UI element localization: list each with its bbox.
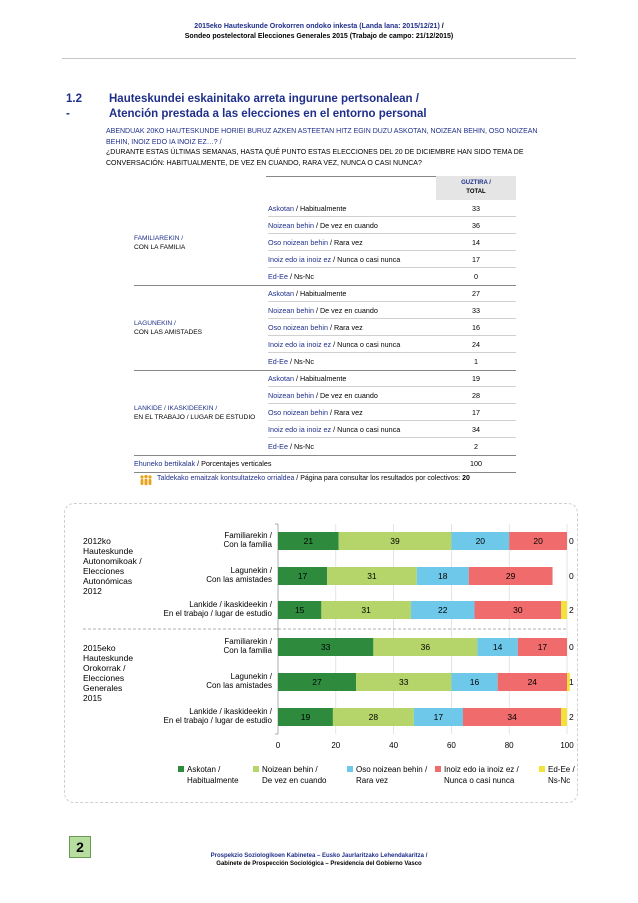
x-tick-label: 40 [389, 741, 399, 750]
data-label: 30 [513, 605, 523, 615]
row-label [268, 370, 346, 387]
data-label: 14 [492, 642, 503, 652]
row-value: 28 [472, 391, 480, 400]
row-label-eu: Askotan [268, 374, 294, 383]
row-label-es: / Habitualmente [293, 289, 347, 298]
category-label: Lankide / ikaskideekin / [189, 707, 272, 716]
table-row [268, 285, 516, 302]
row-label [268, 200, 346, 217]
data-label: 28 [368, 712, 379, 722]
data-label: 17 [537, 642, 548, 652]
data-label: 20 [533, 536, 543, 546]
row-label-es: / Nunca o casi nunca [331, 425, 401, 434]
row-label [268, 353, 314, 370]
row-label-eu: Inoiz edo ia inoiz ez [268, 255, 332, 264]
row-label-eu: Oso noizean behin [268, 238, 328, 247]
legend-swatch [347, 766, 353, 772]
category-label: Con las amistades [206, 575, 272, 584]
row-label-eu: Askotan [268, 204, 294, 213]
people-icon [139, 474, 153, 486]
section-number: 1.2 - [66, 93, 82, 120]
category-label: Con la familia [223, 646, 272, 655]
collective-link-eu[interactable]: Taldekako emaitzak kontsultatzeko orrialdea [157, 475, 295, 482]
row-value: 19 [472, 374, 480, 383]
row-label-es: / Ns-Nc [287, 357, 314, 366]
data-label: 15 [294, 605, 305, 615]
data-label: 2 [569, 712, 574, 722]
data-label: 1 [569, 677, 574, 687]
row-label [268, 302, 378, 319]
header-divider [62, 58, 576, 59]
group-label-es: EN EL TRABAJO / LUGAR DE ESTUDIO [134, 414, 256, 421]
table-row [268, 404, 516, 421]
category-label: Familiarekin / [224, 531, 272, 540]
row-label-eu: Oso noizean behin [268, 323, 328, 332]
table-row [268, 217, 516, 234]
election-label: 2015 [83, 693, 102, 703]
data-label: 29 [505, 571, 516, 581]
row-value: 2 [474, 442, 478, 451]
data-label: 24 [527, 677, 538, 687]
header-slash: / [441, 23, 444, 30]
election-label: Generales [83, 683, 123, 693]
category-label: Lagunekin / [230, 566, 272, 575]
data-label: 31 [361, 605, 371, 615]
group-label [134, 234, 262, 253]
page-number: 2 [69, 836, 91, 858]
category-label: Familiarekin / [224, 637, 272, 646]
header-title-es: Sondeo postelectoral Elecciones Generales 2015 (Trabajo de campo: 21/12/2015) [184, 33, 454, 40]
legend-label: Ns-Nc [548, 776, 571, 785]
total-label-es: / Porcentajes verticales [195, 459, 272, 468]
table-row [268, 319, 516, 336]
legend-label: Habitualmente [187, 776, 239, 785]
bar-segment [561, 601, 567, 619]
legend-swatch [178, 766, 184, 772]
footer-line-es: Gabinete de Prospección Sociológica – Presidencia del Gobierno Vasco [216, 861, 422, 867]
row-label-es: / Rara vez [327, 323, 363, 332]
total-header-eu: GUZTIRA / [461, 180, 491, 186]
row-label [268, 319, 363, 336]
row-value: 17 [472, 408, 480, 417]
group-label-eu: LAGUNEKIN / [134, 319, 176, 327]
data-label: 33 [398, 677, 409, 687]
data-label: 16 [469, 677, 480, 687]
table-row [268, 234, 516, 251]
row-value: 36 [472, 221, 480, 230]
row-label-es: / De vez en cuando [313, 391, 378, 400]
x-tick-label: 100 [560, 741, 574, 750]
row-label [268, 251, 400, 268]
table-row [268, 421, 516, 438]
collective-link-es: / Página para consultar los resultados por colectivos: [294, 475, 463, 482]
x-tick-label: 80 [504, 741, 514, 750]
question-eu: ABENDUAK 20KO HAUTESKUNDE HORIEI BURUZ AZKEN ASTEETAN HITZ EGIN DUZU ASKOTAN, NOIZEAN BEHIN, OSO NOIZEAN BEHIN, INOIZ EDO IA INOIZ EZ…? / [106, 128, 538, 146]
row-label-es: / Ns-Nc [287, 272, 314, 281]
total-value: 100 [470, 459, 482, 468]
section-title-es: Atención prestada a las elecciones en el entorno personal [109, 108, 427, 120]
election-label: 2015eko [83, 643, 116, 653]
row-label [268, 336, 400, 353]
legend-label: Oso noizean behin / [356, 765, 428, 774]
group-label [134, 404, 262, 423]
row-label [268, 404, 363, 421]
row-label [268, 421, 400, 438]
data-label: 0 [569, 536, 574, 546]
election-label: Orokorrak / [83, 663, 126, 673]
row-label [268, 387, 378, 404]
legend-swatch [539, 766, 545, 772]
election-label: Autonomikoak / [83, 556, 142, 566]
x-tick-label: 0 [275, 741, 281, 750]
row-label-eu: Noizean behin [268, 391, 314, 400]
row-label-eu: Noizean behin [268, 221, 314, 230]
category-label: En el trabajo / lugar de estudio [163, 609, 272, 618]
data-label: 18 [437, 571, 448, 581]
row-label-eu: Oso noizean behin [268, 408, 328, 417]
row-value: 1 [474, 357, 478, 366]
data-label: 34 [507, 712, 517, 722]
row-label [268, 234, 363, 251]
row-value: 33 [472, 204, 480, 213]
total-row [134, 455, 516, 473]
data-label: 0 [569, 642, 574, 652]
group-label [134, 319, 262, 338]
table-row [268, 353, 516, 370]
legend-label: Askotan / [187, 765, 221, 774]
bar-segment [561, 708, 567, 726]
row-label-es: / De vez en cuando [313, 306, 378, 315]
total-column-header [436, 176, 516, 200]
row-value: 0 [474, 272, 478, 281]
row-label-es: / Rara vez [327, 408, 363, 417]
group-label-eu: LANKIDE / IKASKIDEEKIN / [134, 404, 218, 412]
row-label [268, 217, 378, 234]
election-label: Elecciones [83, 566, 125, 576]
row-label-eu: Noizean behin [268, 306, 314, 315]
x-tick-label: 60 [446, 741, 456, 750]
table-row [268, 370, 516, 387]
table-row [268, 387, 516, 404]
row-label-es: / Habitualmente [293, 374, 347, 383]
row-label-es: / Nunca o casi nunca [331, 340, 401, 349]
collective-link-page[interactable]: 20 [462, 475, 470, 482]
footer-line-eu: Prospekzio Soziologikoen Kabinetea – Eusko Jaurlaritzako Lehendakaritza / [210, 853, 428, 859]
table-row [268, 302, 516, 319]
stacked-bar-chart [65, 504, 577, 802]
row-label-eu: Inoiz edo ia inoiz ez [268, 340, 332, 349]
election-label: Elecciones [83, 673, 125, 683]
data-label: 19 [300, 712, 311, 722]
collective-results-link[interactable] [157, 474, 470, 484]
data-label: 22 [437, 605, 448, 615]
row-label-eu: Inoiz edo ia inoiz ez [268, 425, 332, 434]
row-value: 33 [472, 306, 480, 315]
page-footer [0, 852, 638, 868]
row-label [268, 268, 314, 285]
row-label-es: / Nunca o casi nunca [331, 255, 401, 264]
chart-frame [64, 503, 578, 803]
data-label: 33 [320, 642, 331, 652]
legend-label: Ed-Ee / [548, 765, 575, 774]
data-label: 2 [569, 605, 574, 615]
legend-label: Nunca o casi nunca [444, 776, 515, 785]
row-label [268, 285, 346, 302]
row-label [268, 438, 314, 455]
table-row [268, 200, 516, 217]
row-label-es: / Ns-Nc [287, 442, 314, 451]
category-label: Lankide / ikaskideekin / [189, 600, 272, 609]
table-row [268, 268, 516, 285]
row-label-es: / Habitualmente [293, 204, 347, 213]
survey-question [106, 127, 546, 169]
election-label: Hauteskunde [83, 653, 134, 663]
legend-swatch [435, 766, 441, 772]
row-label-eu: Ed-Ee [268, 442, 288, 451]
question-es: ¿DURANTE ESTAS ÚLTIMAS SEMANAS, HASTA QUÉ PUNTO ESTAS ELECCIONES DEL 20 DE DICIEMBRE HAN SIDO TEMA DE CONVERSACIÓN: HABITUALMENTE, DE VEZ EN CUANDO, RARA VEZ, NUNCA O CASI NUNCA? [106, 149, 524, 167]
data-label: 27 [312, 677, 322, 687]
page-header [0, 22, 638, 42]
data-label: 21 [303, 536, 314, 546]
row-label-es: / De vez en cuando [313, 221, 378, 230]
legend-label: Noizean behin / [262, 765, 318, 774]
row-value: 24 [472, 340, 480, 349]
row-value: 34 [472, 425, 480, 434]
data-label: 36 [420, 642, 431, 652]
x-tick-label: 20 [331, 741, 341, 750]
data-label: 31 [367, 571, 377, 581]
total-header-es: TOTAL [466, 189, 486, 195]
category-label: Con la familia [223, 540, 272, 549]
row-value: 16 [472, 323, 480, 332]
row-label-eu: Askotan [268, 289, 294, 298]
legend-label: De vez en cuando [262, 776, 327, 785]
election-label: Hauteskunde [83, 546, 134, 556]
section-title-eu: Hauteskundei eskainitako arreta ingurune pertsonalean / [109, 93, 419, 105]
total-label-eu: Ehuneko bertikalak [134, 459, 196, 468]
row-label-eu: Ed-Ee [268, 357, 288, 366]
legend-swatch [253, 766, 259, 772]
data-label: 39 [390, 536, 400, 546]
row-value: 14 [472, 238, 480, 247]
data-label: 0 [569, 571, 574, 581]
legend-label: Inoiz edo ia inoiz ez / [444, 765, 519, 774]
row-value: 27 [472, 289, 480, 298]
group-label-es: CON LA FAMILIA [134, 244, 186, 251]
election-label: 2012 [83, 586, 102, 596]
row-label-eu: Ed-Ee [268, 272, 288, 281]
group-label-es: CON LAS AMISTADES [134, 329, 203, 336]
category-label: En el trabajo / lugar de estudio [163, 716, 272, 725]
table-row [268, 251, 516, 268]
election-label: 2012ko [83, 536, 111, 546]
row-label-es: / Rara vez [327, 238, 363, 247]
row-value: 17 [472, 255, 480, 264]
table-row [268, 438, 516, 455]
table-row [268, 336, 516, 353]
data-label: 17 [297, 571, 308, 581]
legend-label: Rara vez [356, 776, 389, 785]
election-label: Autonómicas [83, 576, 133, 586]
header-title-eu: 2015eko Hauteskunde Orokorren ondoko inkesta (Landa lana: 2015/12/21) [194, 23, 440, 30]
group-label-eu: FAMILIAREKIN / [134, 234, 184, 242]
data-label: 20 [475, 536, 486, 546]
data-label: 17 [433, 712, 444, 722]
category-label: Lagunekin / [230, 672, 272, 681]
category-label: Con las amistades [206, 681, 272, 690]
